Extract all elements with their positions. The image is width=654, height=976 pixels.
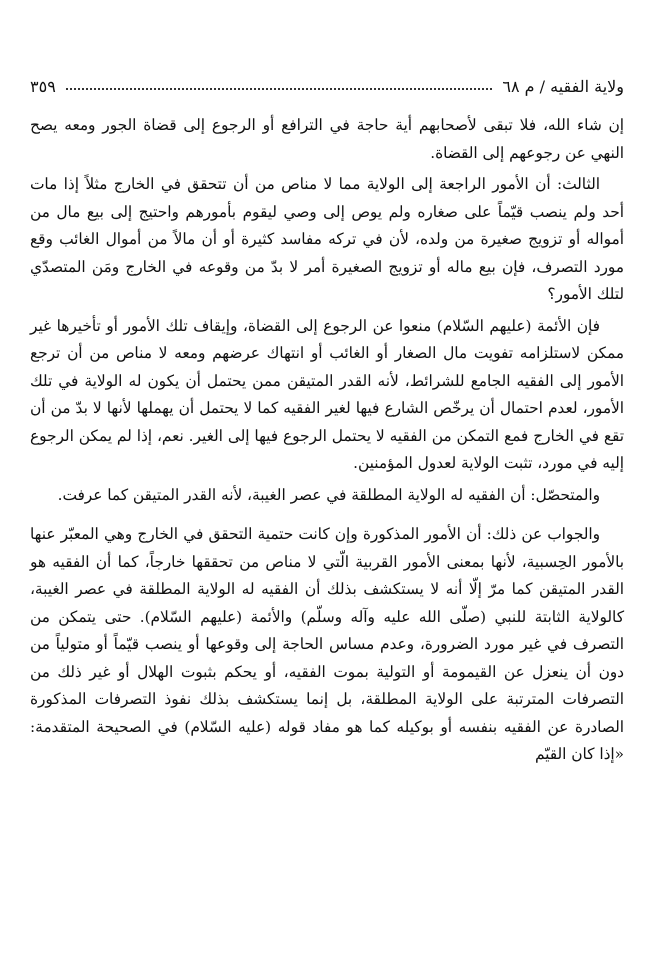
page-body — [30, 112, 624, 773]
paragraph-1: إن شاء الله، فلا تبقى لأصحابهم أية حاجة في الترافع أو الرجوع إلى قضاة الجور ومعه يصح النهي عن رجوعهم إلى القضاة. — [30, 116, 624, 162]
page-number: ٣٥٩ — [30, 76, 56, 96]
dotted-leader — [66, 88, 493, 90]
running-header — [30, 74, 624, 98]
paragraph-5: والجواب عن ذلك: أن الأمور المذكورة وإن كانت حتمية التحقق في الخارج وهي المعبّر عنها بالأمور الحِسبية، لأنها بمعنى الأمور القربية الّتي لا مناص من تحققها خارجاً، كما أن الفقيه هو القدر المتيقن كما مرّ إلّا أنه لا يستكشف بذلك أن الفقيه له الولاية المطلقة في عصر الغيبة، كالولاية الثابتة للنبي (صلّى الله عليه وآله وسلّم) والأئمة (عليهم السّلام). حتى يتمكن من التصرف في غير مورد الضرورة، وعدم مساس الحاجة إلى وقوعها أو ينصب قيّماً أو متولياً من دون أن ينعزل عن القيمومة أو التولية بموت الفقيه، أو يحكم بثبوت الهلال أو غير ذلك من التصرفات المترتبة على الولاية المطلقة، بل إنما يستكشف بذلك نفوذ التصرفات المذكورة الصادرة عن الفقيه بنفسه أو بوكيله كما هو مفاد قوله (عليه السّلام) في الصحيحة المتقدمة: «إذا كان القيّم — [30, 525, 624, 763]
running-title: ولاية الفقيه / م ٦٨ — [502, 76, 624, 96]
paragraph-3: فإن الأئمة (عليهم السّلام) منعوا عن الرجوع إلى القضاة، وإيقاف تلك الأمور أو تأخيرها غير ممكن لاستلزامه تفويت مال الصغار أو الغائب أو انتهاك عرضهم ومعه لا مناص من أن ترجع الأمور إلى الفقيه الجامع للشرائط، لأنه القدر المتيقن ممن يحتمل أن يكون له الولاية في تلك الأمور، لعدم احتمال أن يرخّص الشارع فيها لغير الفقيه كما لا يحتمل أن يهملها لأنها لا بدّ من أن تقع في الخارج فمع التمكن من الفقيه لا يحتمل الرجوع فيها إلى الغير. نعم، إذا لم يمكن الرجوع إليه في مورد، تثبت الولاية لعدول المؤمنين. — [30, 316, 624, 472]
paragraph-2: الثالث: أن الأمور الراجعة إلى الولاية مما لا مناص من أن تتحقق في الخارج مثلاً إذا مات أحد ولم ينصب قيّماً على صغاره ولم يوص إلى وصي ليقوم بأمورهم واحتيج إلى بيع مال من أمواله أو تزويج صغيرة من ولده، لأن في تركه مفاسد كثيرة أو أن مالاً من أموال الغائب وقع مورد التصرف، فإن بيع ماله أو تزويج الصغيرة أمر لا بدّ من وقوعه في الخارج ومَن المتصدّي لتلك الأمور؟ — [30, 175, 624, 303]
paragraph-4: والمتحصّل: أن الفقيه له الولاية المطلقة في عصر الغيبة، لأنه القدر المتيقن كما عرفت. — [57, 485, 600, 504]
